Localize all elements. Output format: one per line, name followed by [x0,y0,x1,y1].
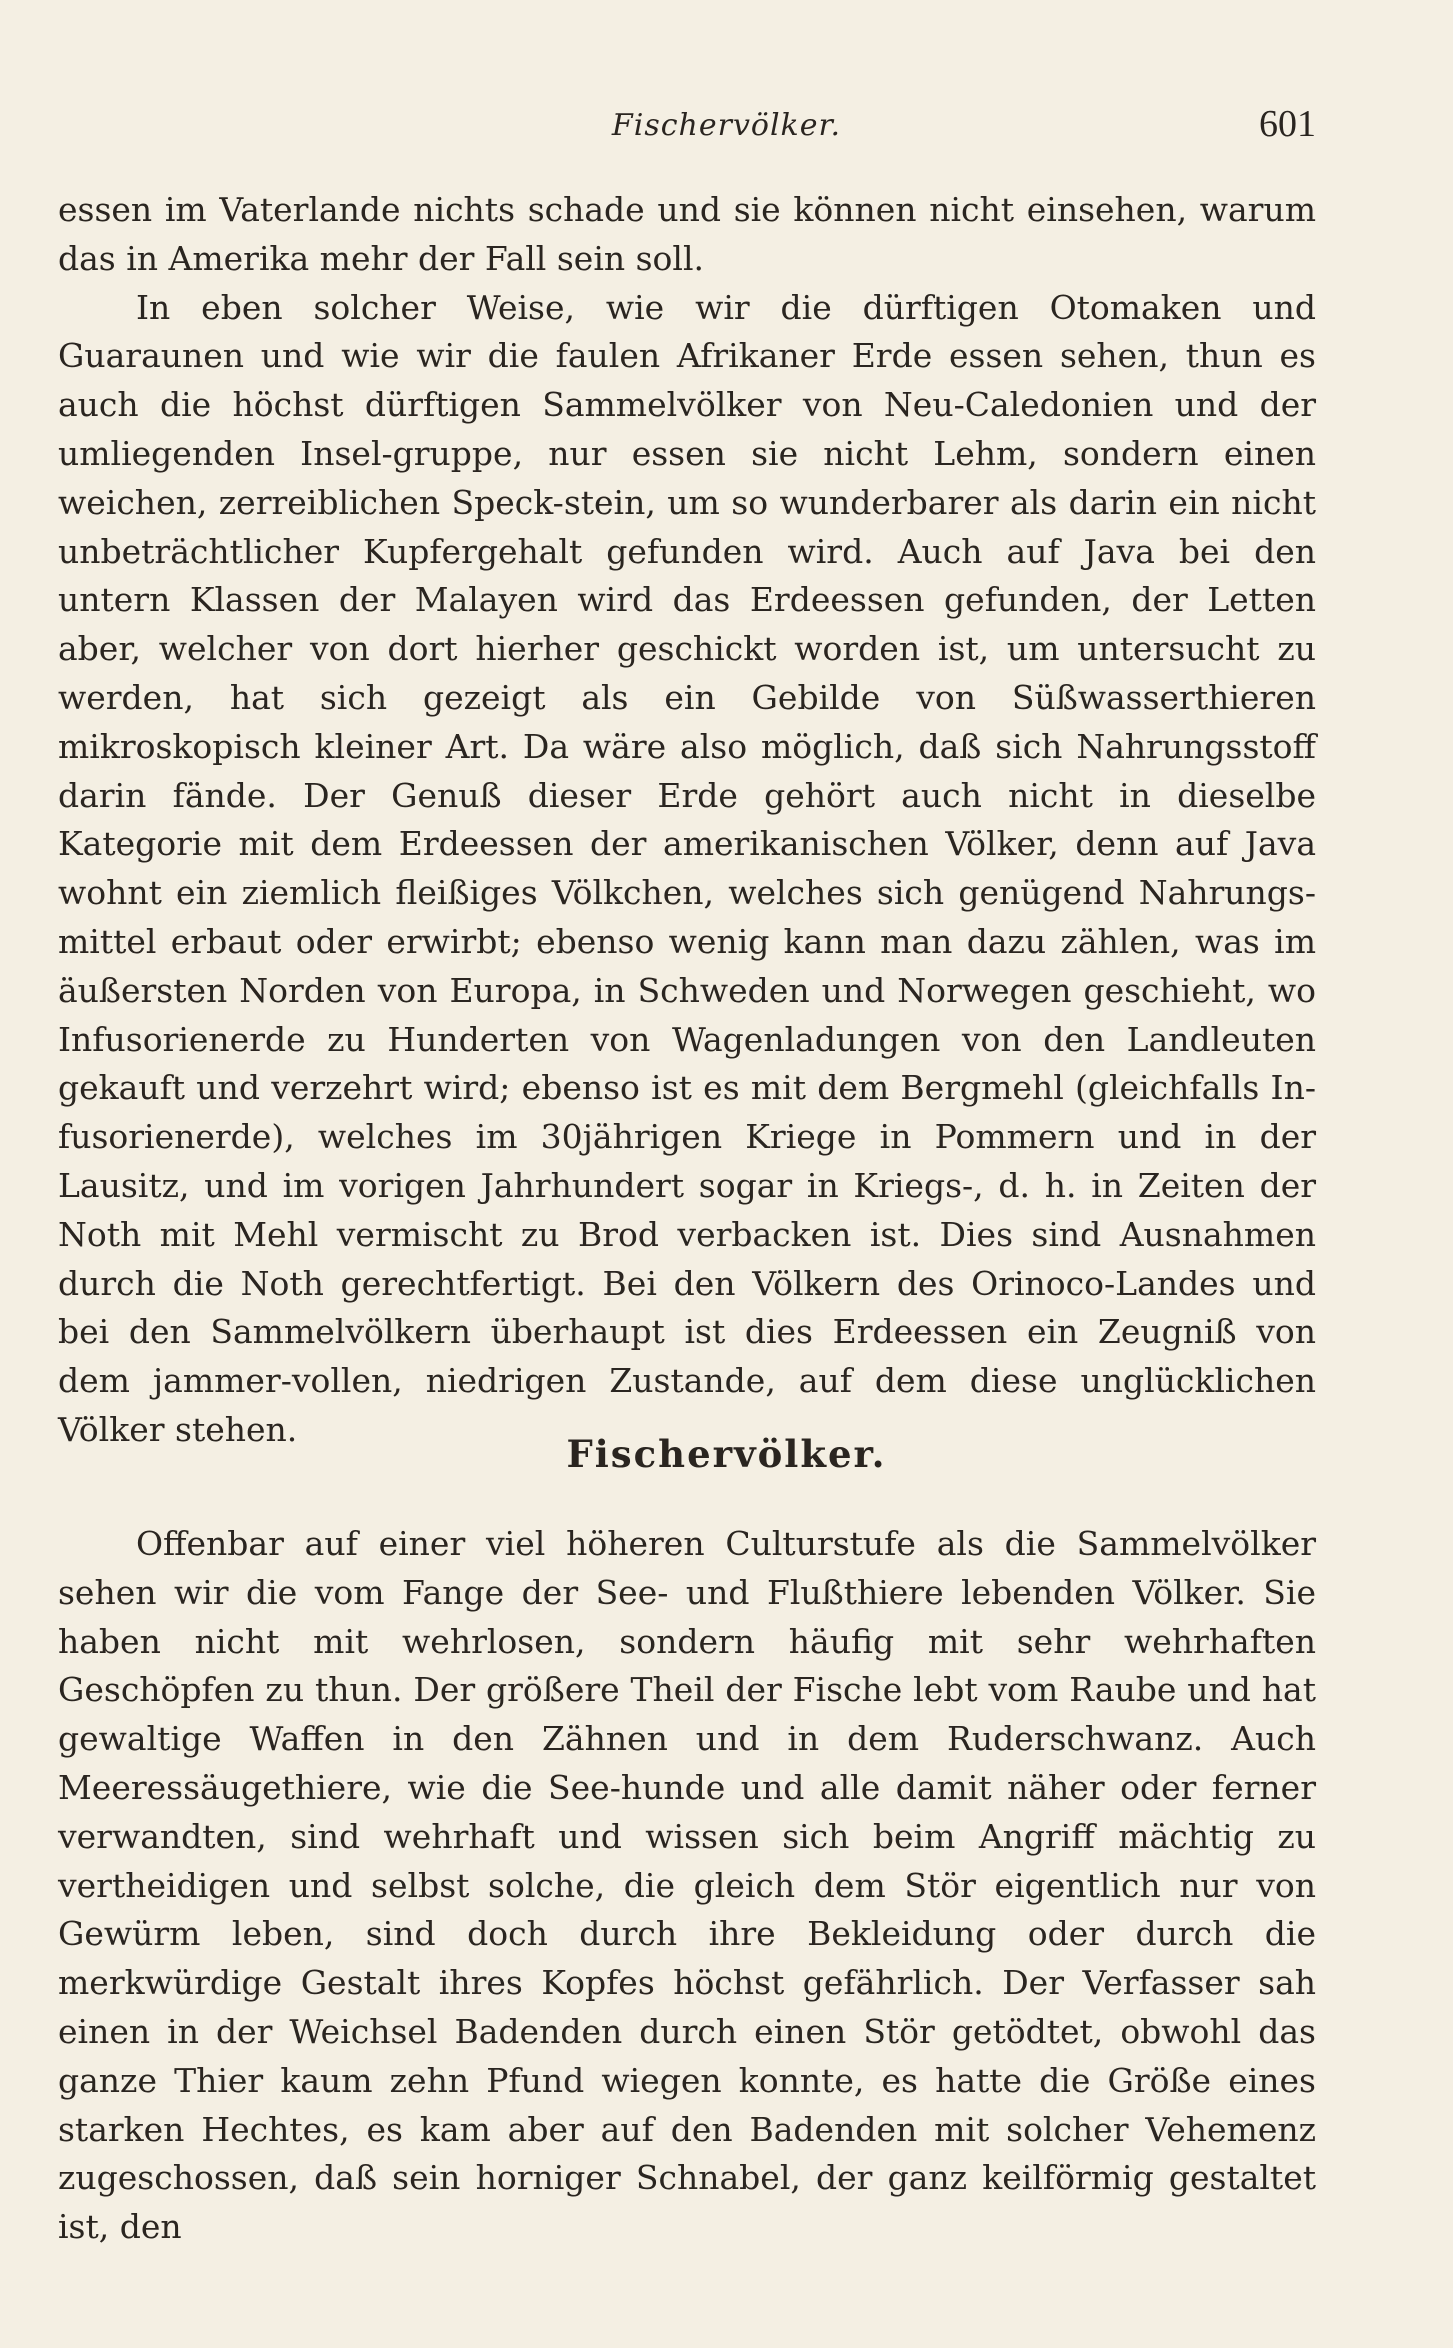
running-title: Fischervölker. [611,108,842,143]
paragraph-fischervoelker: Offenbar auf einer viel höheren Culturstufe als die Sammelvölker sehen wir die vom Fange der See- und Flußthiere lebenden Völker. Sie haben nicht mit wehrlosen, sondern häufig mit sehr wehrhaften Geschöpfen zu thun. Der größere Theil der Fische lebt vom Raube und hat gewaltige Waffen in den Zähnen und in dem Ruderschwanz. Auch Meeressäugethiere, wie die See-hunde und alle damit näher oder ferner verwandten, sind wehrhaft und wissen sich beim Angriff mächtig zu vertheidigen und selbst solche, die gleich dem Stör eigentlich nur von Gewürm leben, sind doch durch ihre Bekleidung oder durch die merkwürdige Gestalt ihres Kopfes höchst gefährlich. Der Verfasser sah einen in der Weichsel Badenden durch einen Stör getödtet, obwohl das ganze Thier kaum zehn Pfund wiegen konnte, es hatte die Größe eines starken Hechtes, es kam aber auf den Badenden mit solcher Vehemenz zugeschossen, daß sein horniger Schnabel, der ganz keilförmig gestaltet ist, den [58,1524,1316,2247]
text-block-fischervoelker [58,1520,1316,2252]
paragraph-erdeessen: In eben solcher Weise, wie wir die dürftigen Otomaken und Guaraunen und wie wir die faulen Afrikaner Erde essen sehen, thun es auch die höchst dürftigen Sammelvölker von Neu-Caledonien und der umliegenden Insel-gruppe, nur essen sie nicht Lehm, sondern einen weichen, zerreiblichen Speck-stein, um so wunderbarer als darin ein nicht unbeträchtlicher Kupfergehalt gefunden wird. Auch auf Java bei den untern Klassen der Malayen wird das Erdeessen gefunden, der Letten aber, welcher von dort hierher geschickt worden ist, um untersucht zu werden, hat sich gezeigt als ein Gebilde von Süßwasserthieren mikroskopisch kleiner Art. Da wäre also möglich, daß sich Nahrungsstoff darin fände. Der Genuß dieser Erde gehört auch nicht in dieselbe Kategorie mit dem Erdeessen der amerikanischen Völker, denn auf Java wohnt ein ziemlich fleißiges Völkchen, welches sich genügend Nahrungs-mittel erbaut oder erwirbt; ebenso wenig kann man dazu zählen, was im äußersten Norden von Europa, in Schweden und Norwegen geschieht, wo Infusorienerde zu Hunderten von Wagenladungen von den Landleuten gekauft und verzehrt wird; ebenso ist es mit dem Bergmehl (gleichfalls In-fusorienerde), welches im 30jährigen Kriege in Pommern und in der Lausitz, und im vorigen Jahrhundert sogar in Kriegs-, d. h. in Zeiten der Noth mit Mehl vermischt zu Brod verbacken ist. Dies sind Ausnahmen durch die Noth gerechtfertigt. Bei den Völkern des Orinoco-Landes und bei den Sammelvölkern überhaupt ist dies Erdeessen ein Zeugniß von dem jammer-vollen, niedrigen Zustande, auf dem diese unglücklichen Völker stehen. [58,287,1316,1449]
running-header [0,98,1453,158]
page-number: 601 [1259,103,1316,145]
paragraph-continuation: essen im Vaterlande nichts schade und sie können nicht einsehen, warum das in Amerika mehr der Fall sein soll. [58,190,1316,278]
text-block-erdeessen [58,186,1316,1455]
section-heading: Fischervölker. [566,1432,887,1476]
